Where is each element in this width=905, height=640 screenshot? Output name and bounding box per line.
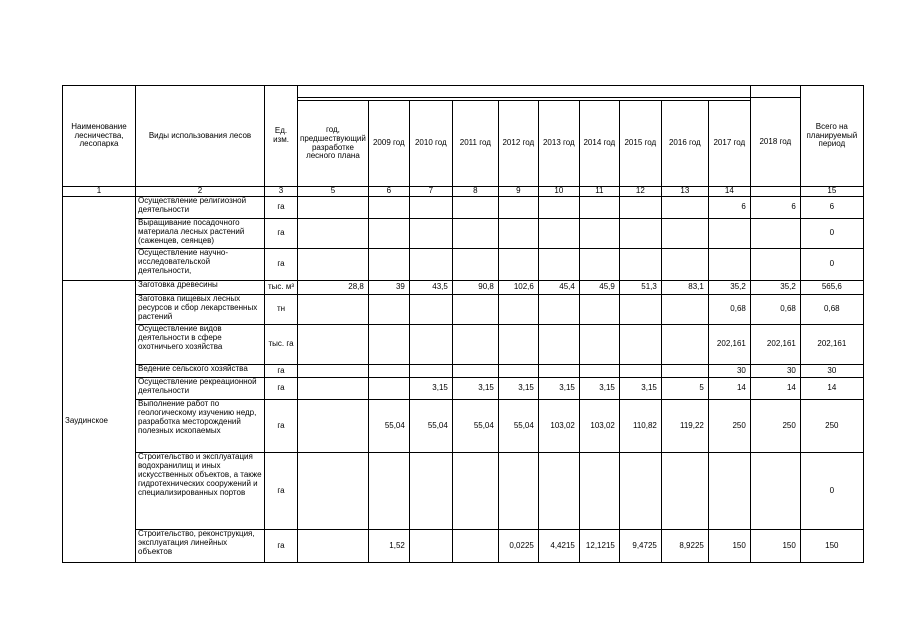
- total-value-cell: 30: [800, 365, 863, 378]
- forestry-cell-empty: [63, 197, 136, 281]
- header-use-kind: [136, 86, 265, 187]
- value-cell: [298, 365, 369, 378]
- value-cell: [409, 325, 452, 365]
- value-cell: [298, 219, 369, 249]
- value-cell: [409, 365, 452, 378]
- value-cell: [661, 453, 708, 530]
- value-cell: [750, 249, 800, 281]
- total-value-cell: 0: [800, 249, 863, 281]
- value-cell: [619, 249, 661, 281]
- value-cell: [661, 325, 708, 365]
- header-total-label: Всего на планируемый период: [806, 121, 858, 149]
- value-cell: [750, 219, 800, 249]
- value-cell: 83,1: [661, 281, 708, 295]
- total-value-cell: 0,68: [800, 295, 863, 325]
- year-label: 2017 год: [713, 138, 746, 148]
- value-cell: 202,161: [708, 325, 750, 365]
- year-label: 2015 год: [624, 138, 657, 148]
- value-cell: [368, 378, 409, 400]
- unit-cell: га: [265, 378, 298, 400]
- value-cell: [298, 378, 369, 400]
- column-number-cell: 2: [136, 187, 265, 197]
- column-number-cell: 6: [368, 187, 409, 197]
- header-year-2011: [452, 101, 498, 187]
- value-cell: 55,04: [368, 400, 409, 453]
- value-cell: 103,02: [538, 400, 579, 453]
- year-label: 2010 год: [414, 138, 447, 148]
- value-cell: [661, 197, 708, 219]
- unit-cell: га: [265, 249, 298, 281]
- header-unit-label: Ед. изм.: [273, 126, 289, 144]
- table-row: [63, 249, 864, 281]
- column-number-cell: 10: [538, 187, 579, 197]
- value-cell: [538, 453, 579, 530]
- use-kind-cell: Строительство и эксплуатация водохранилищ и иных искусственных объектов, а также гидротехнических сооружений и специализированных портов: [136, 453, 265, 530]
- use-kind-cell: Осуществление рекреационной деятельности: [136, 378, 265, 400]
- header-year-2013: [538, 101, 579, 187]
- value-cell: [452, 249, 498, 281]
- unit-cell: га: [265, 530, 298, 563]
- value-cell: [619, 453, 661, 530]
- value-cell: 119,22: [661, 400, 708, 453]
- value-cell: [619, 325, 661, 365]
- value-cell: [452, 453, 498, 530]
- value-cell: [498, 325, 538, 365]
- value-cell: 103,02: [579, 400, 619, 453]
- unit-cell: тн: [265, 295, 298, 325]
- value-cell: [579, 219, 619, 249]
- value-cell: 55,04: [498, 400, 538, 453]
- value-cell: [498, 249, 538, 281]
- value-cell: [409, 197, 452, 219]
- value-cell: [579, 453, 619, 530]
- value-cell: [538, 325, 579, 365]
- table-row: [63, 281, 864, 295]
- forest-use-table: [62, 85, 864, 563]
- value-cell: [298, 530, 369, 563]
- column-number-cell: 9: [498, 187, 538, 197]
- value-cell: [368, 365, 409, 378]
- year-label: 2012 год: [502, 138, 535, 148]
- value-cell: [298, 249, 369, 281]
- header-spacer-row: [63, 86, 864, 98]
- value-cell: 55,04: [452, 400, 498, 453]
- value-cell: 150: [708, 530, 750, 563]
- value-cell: 35,2: [708, 281, 750, 295]
- unit-cell: га: [265, 453, 298, 530]
- value-cell: [661, 295, 708, 325]
- use-kind-cell: Выполнение работ по геологическому изучению недр, разработка месторождений полезных ископаемых: [136, 400, 265, 453]
- value-cell: 1,52: [368, 530, 409, 563]
- value-cell: [498, 365, 538, 378]
- unit-cell: га: [265, 365, 298, 378]
- total-value-cell: 202,161: [800, 325, 863, 365]
- value-cell: 202,161: [750, 325, 800, 365]
- value-cell: 90,8: [452, 281, 498, 295]
- header-year-2012: [498, 101, 538, 187]
- column-number-cell: 12: [619, 187, 661, 197]
- value-cell: [498, 197, 538, 219]
- header-total: [800, 86, 863, 187]
- value-cell: [498, 219, 538, 249]
- value-cell: 6: [708, 197, 750, 219]
- value-cell: [579, 325, 619, 365]
- value-cell: [368, 219, 409, 249]
- value-cell: 30: [750, 365, 800, 378]
- table-row: [63, 378, 864, 400]
- value-cell: [368, 325, 409, 365]
- value-cell: 3,15: [538, 378, 579, 400]
- value-cell: [661, 365, 708, 378]
- value-cell: 6: [750, 197, 800, 219]
- table-row: [63, 219, 864, 249]
- use-kind-cell: Осуществление религиозной деятельности: [136, 197, 265, 219]
- value-cell: 3,15: [579, 378, 619, 400]
- value-cell: 3,15: [498, 378, 538, 400]
- column-number-cell: [750, 187, 800, 197]
- table-row: [63, 197, 864, 219]
- header-year-2015: [619, 101, 661, 187]
- column-number-cell: 1: [63, 187, 136, 197]
- column-number-cell: 11: [579, 187, 619, 197]
- use-kind-cell: Ведение сельского хозяйства: [136, 365, 265, 378]
- value-cell: 28,8: [298, 281, 369, 295]
- use-kind-cell: Заготовка пищевых лесных ресурсов и сбор лекарственных растений: [136, 295, 265, 325]
- header-year-2018: [750, 98, 800, 187]
- value-cell: [750, 453, 800, 530]
- value-cell: [538, 365, 579, 378]
- header-blank-cell: [298, 86, 751, 98]
- value-cell: [368, 453, 409, 530]
- value-cell: [579, 295, 619, 325]
- total-value-cell: 150: [800, 530, 863, 563]
- value-cell: 0,0225: [498, 530, 538, 563]
- value-cell: 39: [368, 281, 409, 295]
- table-row: [63, 295, 864, 325]
- total-value-cell: 0: [800, 453, 863, 530]
- value-cell: [409, 530, 452, 563]
- value-cell: 250: [750, 400, 800, 453]
- header-blank-cell: [750, 86, 800, 98]
- unit-cell: га: [265, 197, 298, 219]
- value-cell: 4,4215: [538, 530, 579, 563]
- value-cell: [708, 219, 750, 249]
- value-cell: [368, 197, 409, 219]
- value-cell: 12,1215: [579, 530, 619, 563]
- value-cell: 102,6: [498, 281, 538, 295]
- value-cell: [452, 325, 498, 365]
- use-kind-cell: Выращивание посадочного материала лесных растений (саженцев, сеянцев): [136, 219, 265, 249]
- value-cell: [538, 197, 579, 219]
- header-year-2009: [368, 101, 409, 187]
- header-forestry-label: Наименование лесничества, лесопарка: [71, 121, 127, 149]
- total-value-cell: 14: [800, 378, 863, 400]
- table-row: [63, 530, 864, 563]
- value-cell: [409, 219, 452, 249]
- header-year-2016: [661, 101, 708, 187]
- unit-cell: га: [265, 219, 298, 249]
- column-number-cell: 13: [661, 187, 708, 197]
- column-number-cell: 7: [409, 187, 452, 197]
- table-row: [63, 325, 864, 365]
- value-cell: [452, 219, 498, 249]
- value-cell: [579, 365, 619, 378]
- year-label: 2009 год: [372, 138, 405, 148]
- value-cell: [619, 295, 661, 325]
- value-cell: 150: [750, 530, 800, 563]
- value-cell: 35,2: [750, 281, 800, 295]
- table-row: [63, 365, 864, 378]
- value-cell: 5: [661, 378, 708, 400]
- header-year-2010: [409, 101, 452, 187]
- unit-cell: тыс. м³: [265, 281, 298, 295]
- table-row: [63, 400, 864, 453]
- value-cell: [661, 219, 708, 249]
- column-number-row: [63, 187, 864, 197]
- header-year-2014: [579, 101, 619, 187]
- total-value-cell: 250: [800, 400, 863, 453]
- year-label: 2011 год: [459, 138, 491, 148]
- value-cell: 14: [708, 378, 750, 400]
- use-kind-cell: Осуществление научно-исследовательской деятельности,: [136, 249, 265, 281]
- value-cell: 14: [750, 378, 800, 400]
- value-cell: [579, 197, 619, 219]
- value-cell: [619, 197, 661, 219]
- value-cell: 55,04: [409, 400, 452, 453]
- value-cell: 8,9225: [661, 530, 708, 563]
- value-cell: [661, 249, 708, 281]
- value-cell: [409, 295, 452, 325]
- value-cell: 43,5: [409, 281, 452, 295]
- value-cell: [298, 453, 369, 530]
- value-cell: 250: [708, 400, 750, 453]
- year-label: 2013 год: [542, 138, 575, 148]
- value-cell: [368, 295, 409, 325]
- value-cell: [409, 453, 452, 530]
- value-cell: [298, 325, 369, 365]
- year-label: 2018 год: [759, 136, 792, 146]
- header-year-2017: [708, 101, 750, 187]
- use-kind-cell: Осуществление видов деятельности в сфере охотничьего хозяйства: [136, 325, 265, 365]
- header-prev-year: [298, 101, 369, 187]
- value-cell: [538, 249, 579, 281]
- value-cell: [298, 400, 369, 453]
- value-cell: [452, 197, 498, 219]
- value-cell: [579, 249, 619, 281]
- use-kind-cell: Заготовка древесины: [136, 281, 265, 295]
- value-cell: [619, 365, 661, 378]
- value-cell: [409, 249, 452, 281]
- table-row: [63, 453, 864, 530]
- unit-cell: га: [265, 400, 298, 453]
- value-cell: 9,4725: [619, 530, 661, 563]
- total-value-cell: 0: [800, 219, 863, 249]
- header-use-kind-label: Виды использования лесов: [148, 130, 252, 140]
- value-cell: [538, 295, 579, 325]
- value-cell: [452, 530, 498, 563]
- value-cell: [498, 295, 538, 325]
- value-cell: [452, 365, 498, 378]
- value-cell: [619, 219, 661, 249]
- value-cell: 0,68: [708, 295, 750, 325]
- column-number-cell: 3: [265, 187, 298, 197]
- value-cell: [708, 453, 750, 530]
- prev-year-label: год, предшествующий разработке лесного плана: [300, 124, 366, 161]
- value-cell: 45,4: [538, 281, 579, 295]
- value-cell: [538, 219, 579, 249]
- column-number-cell: 8: [452, 187, 498, 197]
- column-number-cell: 15: [800, 187, 863, 197]
- value-cell: [708, 249, 750, 281]
- total-value-cell: 565,6: [800, 281, 863, 295]
- value-cell: 0,68: [750, 295, 800, 325]
- column-number-cell: 5: [298, 187, 369, 197]
- year-label: 2016 год: [668, 138, 701, 148]
- value-cell: 3,15: [452, 378, 498, 400]
- value-cell: 45,9: [579, 281, 619, 295]
- value-cell: [298, 197, 369, 219]
- value-cell: 51,3: [619, 281, 661, 295]
- forestry-name-cell: Заудинское: [63, 281, 136, 563]
- value-cell: [298, 295, 369, 325]
- value-cell: 3,15: [619, 378, 661, 400]
- header-forestry: [63, 86, 136, 187]
- value-cell: [498, 453, 538, 530]
- value-cell: 3,15: [409, 378, 452, 400]
- value-cell: [452, 295, 498, 325]
- use-kind-cell: Строительство, реконструкция, эксплуатация линейных объектов: [136, 530, 265, 563]
- value-cell: 110,82: [619, 400, 661, 453]
- unit-cell: тыс. га: [265, 325, 298, 365]
- value-cell: 30: [708, 365, 750, 378]
- column-number-cell: 14: [708, 187, 750, 197]
- header-unit: [265, 86, 298, 187]
- value-cell: [368, 249, 409, 281]
- year-label: 2014 год: [583, 138, 616, 148]
- total-value-cell: 6: [800, 197, 863, 219]
